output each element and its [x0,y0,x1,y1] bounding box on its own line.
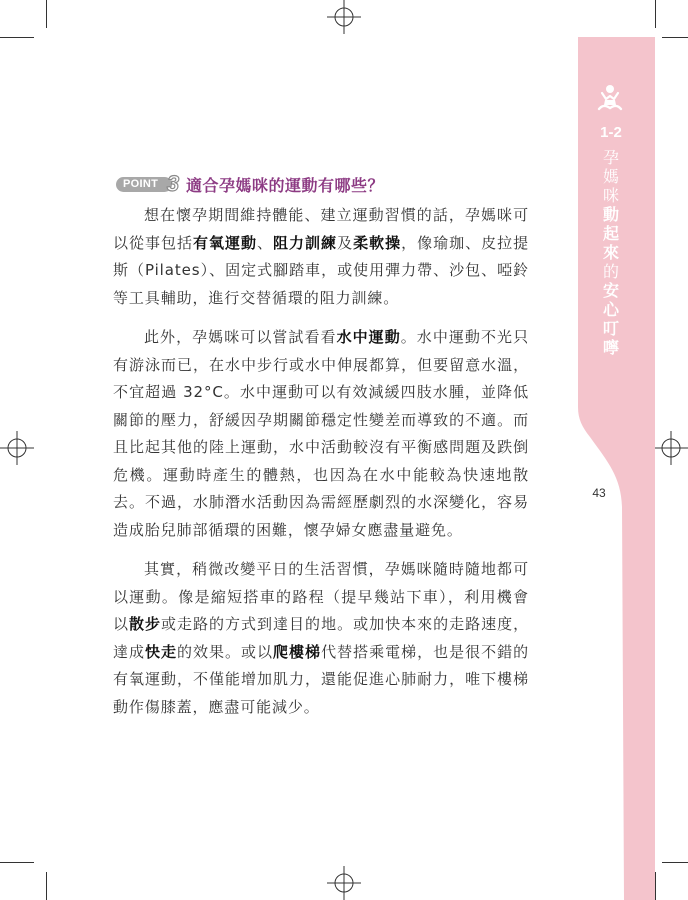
section-heading: 適合孕媽咪的運動有哪些？ [186,176,385,195]
registration-mark-left [0,431,34,465]
crop-mark [46,872,47,900]
emphasis-text: 水中運動 [336,328,401,346]
text-run: 的效果。或以 [177,642,274,661]
text-run: 。水中運動不光只有游泳而已，在水中步行或水中伸展都算，但要留意水溫，不宜超過 32°C。水中運動可以有效減緩四肢水腫，並降低關節的壓力，舒緩因孕期關節穩定性變差而導致的不適。而且比起其他的陸上運動，水中活動較沒有平衡感問題及跌倒危機。運動時產生的體熱，也因為在水中能較為快速地散去。不過，水肺潛水活動因為需經歷劇烈的水深變化，容易造成胎兒肺部循環的困難，懷孕婦女應盡量避免。 [113,328,529,539]
text-run: 其實，稍微改變平日的生活習慣，孕媽咪隨時隨地都可以運動。像是縮短搭車的路程（提早幾站下車），利用機會以 [113,560,529,633]
meditating-figure-icon [597,84,623,112]
crop-mark [0,37,34,38]
registration-mark-top [327,0,361,34]
point-badge [116,172,182,196]
body-paragraph [113,556,529,721]
text-run: 代替搭乘電梯，也是很不錯的有氧運動，不僅能增加肌力，還能促進心肺耐力，唯下樓梯動作傷膝蓋，應盡可能減少。 [113,642,529,716]
chapter-title-char: 心 [602,300,619,319]
page-number: 43 [592,486,606,500]
text-run: 想在懷孕期間維持體能、建立運動習慣的話，孕媽咪可以從事包括 [113,206,529,252]
crop-mark [662,862,688,863]
emphasis-text: 快走 [145,642,178,661]
crop-mark [0,862,34,863]
body-paragraph [113,202,529,312]
text-run: 及 [337,233,354,252]
chapter-title-char: 孕 [602,148,619,167]
chapter-title-char: 叮 [602,319,619,338]
text-run: ，像瑜珈、皮拉提斯（Pilates）、固定式腳踏車，或使用彈力帶、沙包、啞鈴等工具輔助，進行交替循環的阻力訓練。 [113,233,530,307]
chapter-title-char: 安 [602,281,619,300]
crop-mark [655,0,656,28]
text-run: 此外，孕媽咪可以嘗試看看 [144,328,337,346]
emphasis-text: 柔軟操 [353,233,402,252]
text-run: 、 [257,233,274,252]
chapter-title-char: 的 [602,262,619,281]
chapter-title-vertical [599,148,623,357]
registration-mark-right [654,431,688,465]
chapter-title-char: 咪 [602,186,619,205]
crop-mark [655,872,656,900]
chapter-title-char: 媽 [602,167,619,186]
chapter-title-char: 嚀 [602,338,619,357]
registration-mark-bottom [327,866,361,900]
crop-mark [662,37,688,38]
text-run: 或走路的方式到達目的地。或加快本來的走路速度，達成 [113,615,530,661]
chapter-title-char: 起 [602,224,619,243]
point-label: POINT [116,177,172,192]
body-paragraph [113,324,529,544]
emphasis-text: 阻力訓練 [273,233,338,252]
chapter-title-char: 來 [602,243,619,262]
chapter-title-char: 動 [602,205,619,224]
point-number: 3 [166,171,180,196]
emphasis-text: 有氧運動 [193,233,258,252]
emphasis-text: 爬樓梯 [273,642,322,661]
chapter-number: 1-2 [600,124,622,141]
emphasis-text: 散步 [129,615,162,633]
crop-mark [46,0,47,28]
